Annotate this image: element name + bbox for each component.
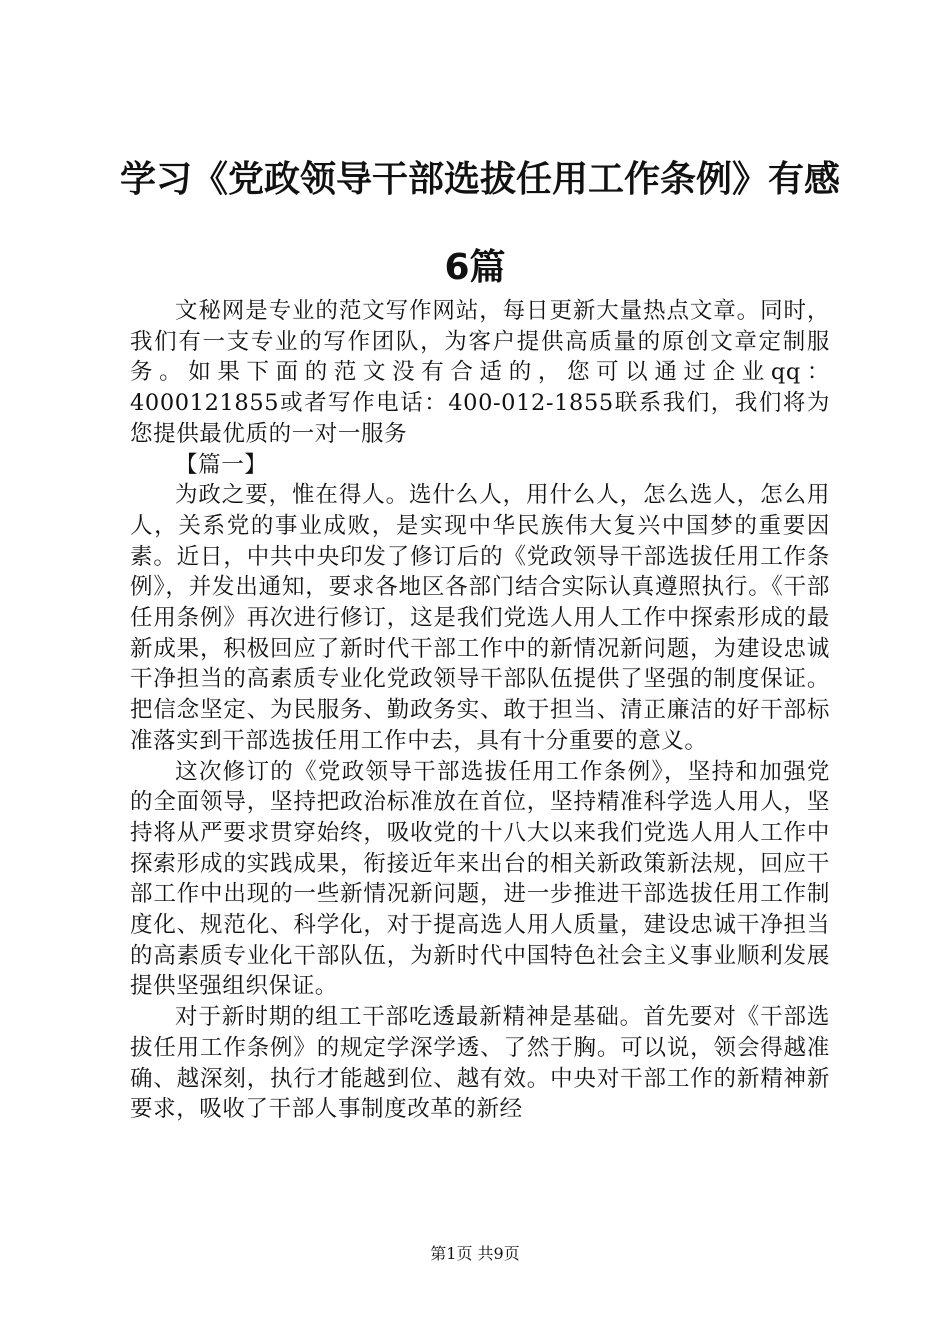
document-title-line2: 6篇 [444,247,506,288]
body-paragraph-3: 对于新时期的组工干部吃透最新精神是基础。首先要对《干部选拔任用工作条例》的规定学深学透、了然于胸。可以说，领会得越准确、越深刻，执行才能越到位、越有效。中央对干部工作的新精神新要求，吸收了干部人事制度改革的新经 [130,1004,830,1123]
document-title-line1: 学习《党政领导干部选拔任用工作条例》有感 [120,159,841,200]
document-body [130,296,830,1125]
section-heading: 【篇一】 [175,451,268,478]
intro-paragraph: 文秘网是专业的范文写作网站，每日更新大量热点文章。同时，我们有一支专业的写作团队，为客户提供高质量的原创文章定制服务。如果下面的范文没有合适的，您可以通过企业qq：4000121855或者写作电话：400-012-1855联系我们，我们将为您提供最优质的一对一服务 [130,298,830,447]
body-paragraph-2: 这次修订的《党政领导干部选拔任用工作条例》，坚持和加强党的全面领导，坚持把政治标准放在首位，坚持精准科学选人用人，坚持将从严要求贯穿始终，吸收党的十八大以来我们党选人用人工作中探索形成的实践成果，衔接近年来出台的相关新政策新法规，回应干部工作中出现的一些新情况新问题，进一步推进干部选拔任用工作制度化、规范化、科学化，对于提高选人用人质量，建设忠诚干净担当的高素质专业化干部队伍，为新时代中国特色社会主义事业顺利发展提供坚强组织保证。 [130,758,830,1000]
page-footer: 第1页 共9页 [430,1244,520,1263]
body-paragraph-1: 为政之要，惟在得人。选什么人，用什么人，怎么选人，怎么用人，关系党的事业成败，是实现中华民族伟大复兴中国梦的重要因素。近日，中共中央印发了修订后的《党政领导干部选拔任用工作条例》，并发出通知，要求各地区各部门结合实际认真遵照执行。《干部任用条例》再次进行修订，这是我们党选人用人工作中探索形成的最新成果，积极回应了新时代干部工作中的新情况新问题，为建设忠诚干净担当的高素质专业化党政领导干部队伍提供了坚强的制度保证。把信念坚定、为民服务、勤政务实、敢于担当、清正廉洁的好干部标准落实到干部选拔任用工作中去，具有十分重要的意义。 [130,482,830,754]
